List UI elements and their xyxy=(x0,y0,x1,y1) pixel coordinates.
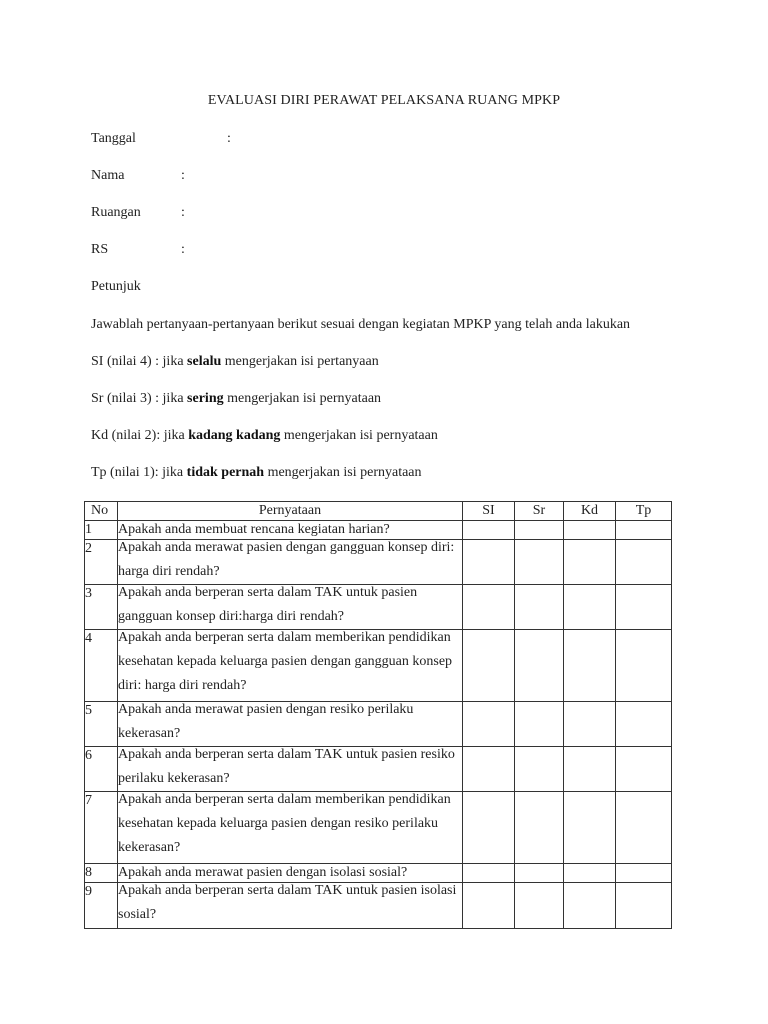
cell-tp[interactable] xyxy=(616,792,672,864)
statement-text: Apakah anda merawat pasien dengan isolasi sosial? xyxy=(118,865,408,880)
instruction-text: Jawablah pertanyaan-pertanyaan berikut sesuai dengan kegiatan MPKP yang telah anda lakukan xyxy=(91,317,631,332)
statement-text: Apakah anda berperan serta dalam memberikan pendidikan kesehatan kepada keluarga pasien dengan resiko perilaku kekerasan? xyxy=(118,792,451,855)
cell-si[interactable] xyxy=(463,521,515,540)
cell-si[interactable] xyxy=(463,747,515,792)
scale-text: mengerjakan isi pertanyaan xyxy=(221,354,379,369)
table-row xyxy=(85,540,672,585)
scale-emphasis: tidak pernah xyxy=(186,465,265,480)
row-number: 4 xyxy=(85,630,118,702)
cell-sr[interactable] xyxy=(515,521,564,540)
scale-emphasis: selalu xyxy=(187,354,222,369)
document-title: EVALUASI DIRI PERAWAT PELAKSANA RUANG MPKP xyxy=(207,93,561,108)
header-sr: Sr xyxy=(515,502,564,521)
cell-si[interactable] xyxy=(463,883,515,929)
scale-emphasis: sering xyxy=(187,391,224,406)
scale-emphasis: kadang kadang xyxy=(188,428,281,443)
scale-text: SI (nilai 4) : jika xyxy=(91,354,188,369)
row-number: 9 xyxy=(85,883,118,929)
scale-text: Sr (nilai 3) : jika xyxy=(91,391,188,406)
field-separator: : xyxy=(181,205,185,220)
row-statement xyxy=(118,747,463,792)
cell-sr[interactable] xyxy=(515,630,564,702)
field-rs xyxy=(91,242,185,258)
scale-tp xyxy=(91,465,422,481)
cell-si[interactable] xyxy=(463,864,515,883)
row-statement xyxy=(118,883,463,929)
cell-sr[interactable] xyxy=(515,702,564,747)
statement-text: Apakah anda berperan serta dalam TAK untuk pasien gangguan konsep diri:harga diri rendah? xyxy=(118,585,418,624)
field-separator: : xyxy=(181,242,185,257)
table-row xyxy=(85,883,672,929)
field-separator: : xyxy=(181,168,185,183)
cell-kd[interactable] xyxy=(564,864,616,883)
table-row xyxy=(85,747,672,792)
row-number: 3 xyxy=(85,585,118,630)
cell-kd[interactable] xyxy=(564,540,616,585)
field-label: RS xyxy=(91,242,109,257)
cell-kd[interactable] xyxy=(564,702,616,747)
cell-tp[interactable] xyxy=(616,702,672,747)
cell-si[interactable] xyxy=(463,792,515,864)
cell-tp[interactable] xyxy=(616,883,672,929)
cell-kd[interactable] xyxy=(564,585,616,630)
cell-sr[interactable] xyxy=(515,864,564,883)
header-tp: Tp xyxy=(616,502,672,521)
cell-si[interactable] xyxy=(463,585,515,630)
field-ruangan xyxy=(91,205,185,221)
scale-kd xyxy=(91,428,438,444)
row-statement xyxy=(118,585,463,630)
statement-text: Apakah anda berperan serta dalam memberikan pendidikan kesehatan kepada keluarga pasien dengan gangguan konsep diri: harga diri rendah? xyxy=(118,630,453,693)
header-no: No xyxy=(85,502,118,521)
cell-tp[interactable] xyxy=(616,585,672,630)
row-number: 5 xyxy=(85,702,118,747)
cell-tp[interactable] xyxy=(616,747,672,792)
scale-text: Tp (nilai 1): jika xyxy=(91,465,187,480)
row-statement xyxy=(118,702,463,747)
field-label: Tanggal xyxy=(91,131,136,146)
table-header-row xyxy=(85,502,672,521)
scale-text: Kd (nilai 2): jika xyxy=(91,428,189,443)
row-number: 2 xyxy=(85,540,118,585)
row-statement xyxy=(118,540,463,585)
statement-text: Apakah anda berperan serta dalam TAK untuk pasien resiko perilaku kekerasan? xyxy=(118,747,455,786)
cell-si[interactable] xyxy=(463,540,515,585)
table-row xyxy=(85,630,672,702)
cell-si[interactable] xyxy=(463,630,515,702)
cell-sr[interactable] xyxy=(515,585,564,630)
table-row xyxy=(85,792,672,864)
cell-kd[interactable] xyxy=(564,747,616,792)
statement-text: Apakah anda merawat pasien dengan resiko perilaku kekerasan? xyxy=(118,702,414,741)
field-label: Ruangan xyxy=(91,205,141,220)
field-separator: : xyxy=(227,131,231,146)
row-statement xyxy=(118,630,463,702)
statement-text: Apakah anda berperan serta dalam TAK untuk pasien isolasi sosial? xyxy=(118,883,457,922)
evaluation-table xyxy=(84,501,672,929)
field-label: Nama xyxy=(91,168,125,183)
statement-text: Apakah anda membuat rencana kegiatan harian? xyxy=(118,522,390,537)
cell-kd[interactable] xyxy=(564,883,616,929)
header-si: SI xyxy=(463,502,515,521)
cell-sr[interactable] xyxy=(515,792,564,864)
row-number: 6 xyxy=(85,747,118,792)
row-number: 1 xyxy=(85,521,118,540)
cell-sr[interactable] xyxy=(515,883,564,929)
scale-si xyxy=(91,354,379,370)
row-number: 7 xyxy=(85,792,118,864)
scale-sr xyxy=(91,391,381,407)
header-kd: Kd xyxy=(564,502,616,521)
cell-kd[interactable] xyxy=(564,630,616,702)
table-row xyxy=(85,585,672,630)
field-tanggal xyxy=(91,131,231,147)
cell-tp[interactable] xyxy=(616,540,672,585)
scale-text: mengerjakan isi pernyataan xyxy=(223,391,382,406)
header-pernyataan: Pernyataan xyxy=(118,502,463,521)
row-number: 8 xyxy=(85,864,118,883)
cell-sr[interactable] xyxy=(515,747,564,792)
statement-text: Apakah anda merawat pasien dengan gangguan konsep diri: harga diri rendah? xyxy=(118,540,455,579)
cell-sr[interactable] xyxy=(515,540,564,585)
scale-text: mengerjakan isi pernyataan xyxy=(264,465,422,480)
cell-si[interactable] xyxy=(463,702,515,747)
scale-text: mengerjakan isi pernyataan xyxy=(280,428,438,443)
cell-tp[interactable] xyxy=(616,521,672,540)
cell-tp[interactable] xyxy=(616,630,672,702)
cell-kd[interactable] xyxy=(564,521,616,540)
cell-kd[interactable] xyxy=(564,792,616,864)
table-row xyxy=(85,702,672,747)
field-nama xyxy=(91,168,185,184)
cell-tp[interactable] xyxy=(616,864,672,883)
row-statement xyxy=(118,792,463,864)
petunjuk-heading: Petunjuk xyxy=(91,279,141,294)
